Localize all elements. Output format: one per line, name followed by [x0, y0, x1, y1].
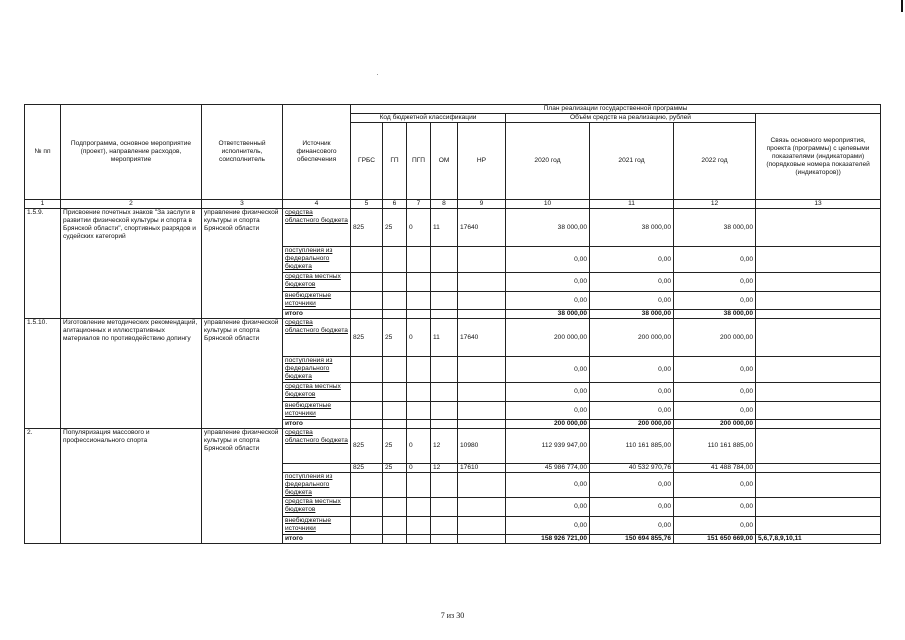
total-indicator-link: 5,6,7,8,9,10,11	[756, 535, 881, 544]
amount-2021: 0,00	[590, 292, 674, 310]
indicator-link	[756, 429, 881, 464]
nr-code	[458, 292, 506, 310]
om-code: 12	[431, 429, 458, 464]
total-2020: 38 000,00	[506, 310, 590, 319]
om-code	[431, 247, 458, 273]
empty-code-cell	[431, 310, 458, 319]
funding-source: поступления из федерального бюджета	[283, 357, 351, 383]
column-number-row	[25, 200, 881, 209]
col-header-nr: НР	[458, 123, 506, 200]
funding-source: внебюджетные источники	[283, 292, 351, 310]
col-header-executor: Ответственный исполнитель, соисполнитель	[202, 105, 283, 200]
col-number: 7	[407, 200, 431, 209]
nr-code	[458, 402, 506, 420]
gp-code	[383, 247, 407, 273]
indicator-link	[756, 402, 881, 420]
section-number: 1.5.9.	[25, 209, 61, 319]
empty-code-cell	[458, 420, 506, 429]
amount-2020: 0,00	[506, 383, 590, 402]
grbs-code	[351, 498, 383, 517]
section-executor: управление физической культуры и спорта Брянской области	[202, 429, 283, 544]
total-2021: 38 000,00	[590, 310, 674, 319]
grbs-code	[351, 273, 383, 292]
empty-code-cell	[407, 535, 431, 544]
total-2021: 150 694 855,76	[590, 535, 674, 544]
pgp-code	[407, 383, 431, 402]
amount-2020: 0,00	[506, 357, 590, 383]
col-header-link: Связь основного мероприятия, проекта (программы) с целевыми показателями (индикаторами) (порядковые номера показателей (индикаторов))	[756, 114, 881, 200]
amount-2021: 38 000,00	[590, 209, 674, 247]
section-title: Популяризация массового и профессионального спорта	[61, 429, 202, 544]
empty-code-cell	[351, 310, 383, 319]
funding-source: внебюджетные источники	[283, 517, 351, 535]
col-number: 8	[431, 200, 458, 209]
amount-2020: 45 986 774,00	[506, 464, 590, 473]
nr-code	[458, 357, 506, 383]
pgp-code	[407, 292, 431, 310]
funding-source: средства местных бюджетов	[283, 383, 351, 402]
amount-2020: 0,00	[506, 517, 590, 535]
indicator-link	[756, 292, 881, 310]
col-number: 6	[383, 200, 407, 209]
col-header-2021: 2021 год	[590, 123, 674, 200]
col-header-gp: ГП	[383, 123, 407, 200]
indicator-link	[756, 517, 881, 535]
pgp-code	[407, 247, 431, 273]
amount-2020: 0,00	[506, 498, 590, 517]
empty-code-cell	[351, 535, 383, 544]
nr-code: 17640	[458, 319, 506, 357]
col-number: 12	[674, 200, 756, 209]
gp-code	[383, 273, 407, 292]
amount-2020: 0,00	[506, 292, 590, 310]
indicator-link	[756, 273, 881, 292]
pgp-code	[407, 473, 431, 498]
col-number: 13	[756, 200, 881, 209]
indicator-link	[756, 464, 881, 473]
col-header-grbs: ГРБС	[351, 123, 383, 200]
total-indicator-link	[756, 310, 881, 319]
amount-2020: 0,00	[506, 247, 590, 273]
grbs-code	[351, 247, 383, 273]
section-number: 1.5.10.	[25, 319, 61, 429]
col-number: 9	[458, 200, 506, 209]
total-indicator-link	[756, 420, 881, 429]
title-row	[25, 105, 881, 114]
amount-2021: 0,00	[590, 273, 674, 292]
table-row	[25, 319, 881, 357]
pgp-code: 0	[407, 319, 431, 357]
amount-2021: 0,00	[590, 402, 674, 420]
nr-code	[458, 517, 506, 535]
om-code: 11	[431, 319, 458, 357]
indicator-link	[756, 319, 881, 357]
nr-code	[458, 473, 506, 498]
amount-2022: 0,00	[674, 383, 756, 402]
grbs-code: 825	[351, 464, 383, 473]
col-header-source: Источник финансового обеспечения	[283, 105, 351, 200]
pgp-code	[407, 517, 431, 535]
col-number: 2	[61, 200, 202, 209]
nr-code	[458, 247, 506, 273]
grbs-code	[351, 292, 383, 310]
col-header-subprogram: Подпрограмма, основное мероприятие (проект), направление расходов, мероприятие	[61, 105, 202, 200]
plan-title: План реализации государственной программы	[351, 105, 881, 114]
gp-code	[383, 292, 407, 310]
funding-source: поступления из федерального бюджета	[283, 247, 351, 273]
col-header-pgp: ПГП	[407, 123, 431, 200]
col-header-2022: 2022 год	[674, 123, 756, 200]
amount-2022: 0,00	[674, 402, 756, 420]
nr-code: 17610	[458, 464, 506, 473]
empty-code-cell	[431, 535, 458, 544]
amount-2020: 0,00	[506, 473, 590, 498]
empty-code-cell	[383, 420, 407, 429]
total-2022: 151 650 669,00	[674, 535, 756, 544]
om-code	[431, 357, 458, 383]
amount-2022: 0,00	[674, 357, 756, 383]
plan-table-body	[25, 105, 881, 544]
section-executor: управление физической культуры и спорта Брянской области	[202, 209, 283, 319]
funding-source: средства областного бюджета	[283, 429, 351, 464]
col-number: 4	[283, 200, 351, 209]
nr-code	[458, 273, 506, 292]
amount-2022: 200 000,00	[674, 319, 756, 357]
amount-2022: 110 161 885,00	[674, 429, 756, 464]
total-2022: 38 000,00	[674, 310, 756, 319]
table-row	[25, 209, 881, 247]
indicator-link	[756, 383, 881, 402]
funding-source: средства областного бюджета	[283, 319, 351, 357]
gp-code	[383, 402, 407, 420]
gp-code	[383, 498, 407, 517]
grbs-code	[351, 402, 383, 420]
amount-2022: 0,00	[674, 498, 756, 517]
col-header-om: ОМ	[431, 123, 458, 200]
section-number: 2.	[25, 429, 61, 544]
total-label: итого	[283, 310, 351, 319]
amount-2020: 112 939 947,00	[506, 429, 590, 464]
grbs-code: 825	[351, 319, 383, 357]
amount-2022: 0,00	[674, 247, 756, 273]
grbs-code	[351, 383, 383, 402]
grbs-code	[351, 517, 383, 535]
funding-source: средства областного бюджета	[283, 209, 351, 247]
empty-code-cell	[407, 420, 431, 429]
amount-2021: 0,00	[590, 517, 674, 535]
amount-2021: 0,00	[590, 498, 674, 517]
plan-table	[24, 104, 881, 544]
grbs-code	[351, 473, 383, 498]
gp-code: 25	[383, 429, 407, 464]
funding-title: Объём средств на реализацию, рублей	[506, 114, 756, 123]
total-2021: 200 000,00	[590, 420, 674, 429]
page-number: 7 из 30	[440, 611, 465, 620]
gp-code: 25	[383, 464, 407, 473]
pgp-code	[407, 402, 431, 420]
gp-code: 25	[383, 319, 407, 357]
col-header-2020: 2020 год	[506, 123, 590, 200]
funding-source: средства местных бюджетов	[283, 498, 351, 517]
col-number: 3	[202, 200, 283, 209]
amount-2022: 0,00	[674, 292, 756, 310]
amount-2020: 200 000,00	[506, 319, 590, 357]
om-code	[431, 473, 458, 498]
pgp-code	[407, 357, 431, 383]
amount-2021: 0,00	[590, 383, 674, 402]
om-code	[431, 292, 458, 310]
grbs-code	[351, 357, 383, 383]
gp-code	[383, 517, 407, 535]
om-code: 11	[431, 209, 458, 247]
scan-edge-mark	[901, 0, 903, 12]
om-code	[431, 273, 458, 292]
indicator-link	[756, 209, 881, 247]
pgp-code	[407, 273, 431, 292]
col-number: 11	[590, 200, 674, 209]
amount-2020: 0,00	[506, 402, 590, 420]
empty-code-cell	[431, 420, 458, 429]
om-code: 12	[431, 464, 458, 473]
budget-code-title: Код бюджетной классификации	[351, 114, 506, 123]
pgp-code	[407, 498, 431, 517]
empty-code-cell	[458, 535, 506, 544]
pgp-code: 0	[407, 464, 431, 473]
nr-code: 10980	[458, 429, 506, 464]
om-code	[431, 498, 458, 517]
pgp-code: 0	[407, 429, 431, 464]
amount-2021: 110 161 885,00	[590, 429, 674, 464]
amount-2021: 200 000,00	[590, 319, 674, 357]
funding-source: внебюджетные источники	[283, 402, 351, 420]
nr-code	[458, 383, 506, 402]
amount-2022: 0,00	[674, 517, 756, 535]
amount-2021: 40 532 970,76	[590, 464, 674, 473]
funding-source	[283, 464, 351, 473]
gp-code	[383, 383, 407, 402]
funding-source: средства местных бюджетов	[283, 273, 351, 292]
amount-2021: 0,00	[590, 357, 674, 383]
section-title: Изготовление методических рекомендаций, агитационных и иллюстративных материалов по противодействию допингу	[61, 319, 202, 429]
amount-2022: 38 000,00	[674, 209, 756, 247]
indicator-link	[756, 357, 881, 383]
empty-code-cell	[351, 420, 383, 429]
amount-2021: 0,00	[590, 473, 674, 498]
scan-speck	[377, 74, 378, 75]
col-number: 5	[351, 200, 383, 209]
empty-code-cell	[407, 310, 431, 319]
total-2020: 158 926 721,00	[506, 535, 590, 544]
gp-code	[383, 357, 407, 383]
col-number: 10	[506, 200, 590, 209]
indicator-link	[756, 247, 881, 273]
amount-2020: 0,00	[506, 273, 590, 292]
gp-code	[383, 473, 407, 498]
total-2022: 200 000,00	[674, 420, 756, 429]
amount-2021: 0,00	[590, 247, 674, 273]
nr-code	[458, 498, 506, 517]
col-header-num: № пп	[25, 105, 61, 200]
indicator-link	[756, 473, 881, 498]
amount-2020: 38 000,00	[506, 209, 590, 247]
col-number: 1	[25, 200, 61, 209]
section-executor: управление физической культуры и спорта Брянской области	[202, 319, 283, 429]
total-label: итого	[283, 535, 351, 544]
pgp-code: 0	[407, 209, 431, 247]
indicator-link	[756, 498, 881, 517]
grbs-code: 825	[351, 429, 383, 464]
gp-code: 25	[383, 209, 407, 247]
total-label: итого	[283, 420, 351, 429]
empty-code-cell	[383, 535, 407, 544]
amount-2022: 0,00	[674, 473, 756, 498]
om-code	[431, 402, 458, 420]
table-row	[25, 429, 881, 464]
empty-code-cell	[458, 310, 506, 319]
section-title: Присвоение почетных знаков "За заслуги в развитии физической культуры и спорта в Брянской области", спортивных разрядов и судейских категорий	[61, 209, 202, 319]
om-code	[431, 383, 458, 402]
amount-2022: 41 488 784,00	[674, 464, 756, 473]
om-code	[431, 517, 458, 535]
grbs-code: 825	[351, 209, 383, 247]
nr-code: 17640	[458, 209, 506, 247]
total-2020: 200 000,00	[506, 420, 590, 429]
funding-source: поступления из федерального бюджета	[283, 473, 351, 498]
empty-code-cell	[383, 310, 407, 319]
amount-2022: 0,00	[674, 273, 756, 292]
